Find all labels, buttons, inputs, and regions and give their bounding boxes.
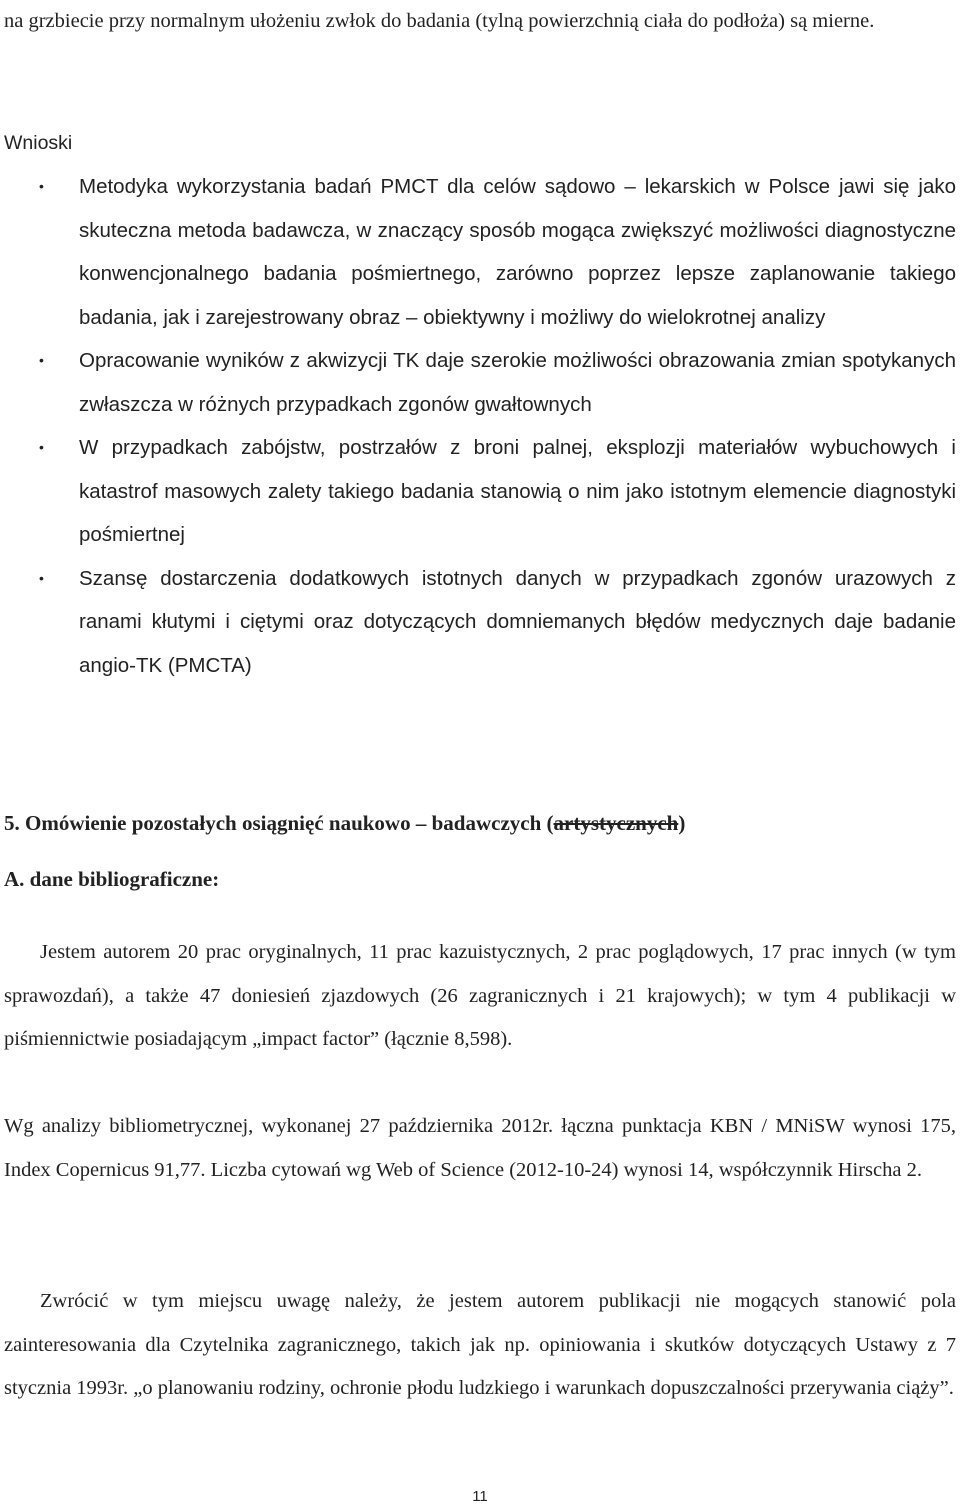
section-heading-end: ) bbox=[678, 811, 686, 835]
section-heading-struck: artystycznych bbox=[553, 811, 679, 835]
section-heading bbox=[4, 808, 956, 838]
page-number: 11 bbox=[472, 1488, 488, 1505]
bullet-icon: • bbox=[39, 352, 44, 368]
list-item-text: Opracowanie wyników z akwizycji TK daje szerokie możliwości obrazowania zmian spotykanych zwłaszcza w różnych przypadkach zgonów gwałtownych bbox=[79, 349, 956, 416]
section-heading-main: 5. Omówienie pozostałych osiągnięć naukowo – badawczych ( bbox=[4, 811, 554, 835]
remark-paragraph: Zwrócić w tym miejscu uwagę należy, że jestem autorem publikacji nie mogących stanowić pola zainteresowania dla Czytelnika zagranicznego, takich jak np. opiniowania i skutków dotyczących Ustawy z 7 stycznia 1993r. „o planowaniu rodziny, ochronie płodu ludzkiego i warunkach dopuszczalności przerywania ciąży”. bbox=[4, 1290, 956, 1399]
bibliography-paragraph: Jestem autorem 20 prac oryginalnych, 11 prac kazuistycznych, 2 prac poglądowych, 17 prac innych (w tym sprawozdań), a także 47 doniesień zjazdowych (26 zagranicznych i 21 krajowych); w tym 4 publikacji w piśmiennictwie posiadającym „impact factor” (łącznie 8,598). bbox=[4, 941, 956, 1050]
list-item-text: Szansę dostarczenia dodatkowych istotnych danych w przypadkach zgonów urazowych z ranami kłutymi i ciętymi oraz dotyczących domniemanych błędów medycznych daje badanie angio-TK (PMCTA) bbox=[79, 566, 956, 677]
list-item bbox=[0, 339, 960, 426]
list-item bbox=[0, 165, 960, 339]
list-item-text: Metodyka wykorzystania badań PMCT dla celów sądowo – lekarskich w Polsce jawi się jako skuteczna metoda badawcza, w znaczący sposób mogąca zwiększyć możliwości diagnostyczne konwencjonalnego badania pośmiertnego, zarówno poprzez lepsze zaplanowanie takiego badania, jak i zarejestrowany obraz – obiektywny i możliwy do wielokrotnej analizy bbox=[79, 175, 956, 329]
list-item-text: W przypadkach zabójstw, postrzałów z broni palnej, eksplozji materiałów wybuchowych i katastrof masowych zalety takiego badania stanowią o nim jako istotnym elemencie diagnostyki pośmiertnej bbox=[79, 436, 956, 546]
conclusions-list bbox=[0, 165, 960, 687]
bullet-icon: • bbox=[39, 439, 44, 455]
subsection-heading: A. dane bibliograficzne: bbox=[4, 867, 220, 891]
bullet-icon: • bbox=[39, 178, 44, 194]
bullet-icon: • bbox=[39, 569, 44, 586]
bibliometric-paragraph: Wg analizy bibliometrycznej, wykonanej 27 października 2012r. łączna punktacja KBN / MNiSW wynosi 175, Index Copernicus 91,77. Liczba cytowań wg Web of Science (2012-10-24) wynosi 14, współczynnik Hirscha 2. bbox=[4, 1115, 956, 1181]
conclusions-title: Wnioski bbox=[4, 132, 73, 154]
list-item bbox=[0, 426, 960, 557]
intro-continuation: na grzbiecie przy normalnym ułożeniu zwłok do badania (tylną powierzchnią ciała do podłoża) są mierne. bbox=[4, 10, 875, 32]
list-item bbox=[0, 557, 960, 688]
